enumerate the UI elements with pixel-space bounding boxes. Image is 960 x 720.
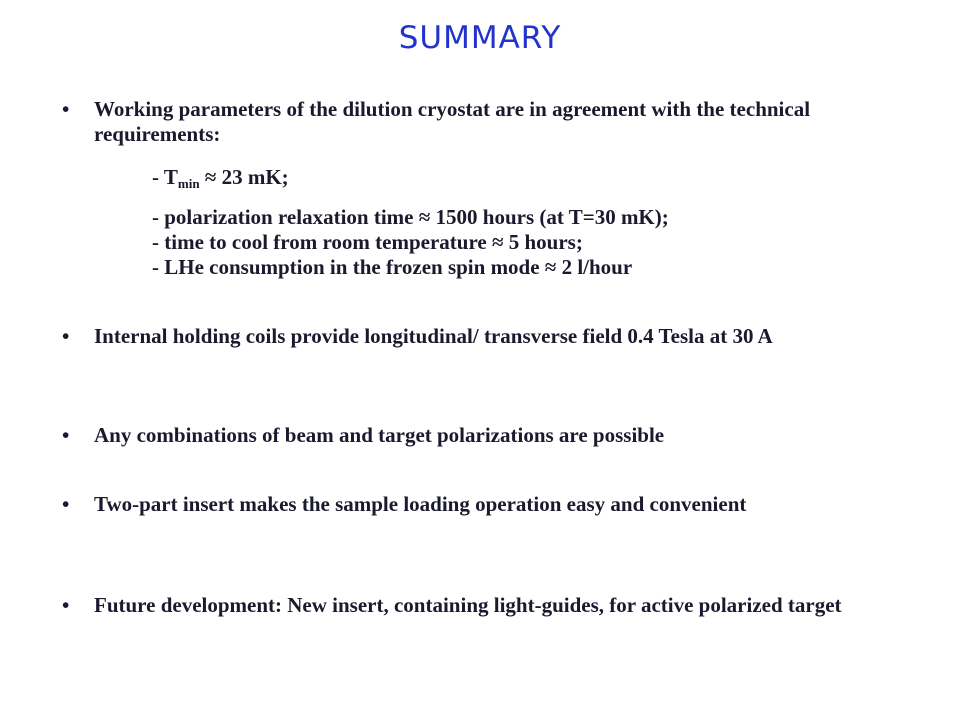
bullet-future-development xyxy=(62,593,912,618)
sub-item-tmin xyxy=(152,165,932,196)
sub-item-lhe: - LHe consumption in the frozen spin mode ≈ 2 l/hour xyxy=(152,255,633,279)
tmin-subscript: min xyxy=(177,176,200,191)
sub-item-relaxation: - polarization relaxation time ≈ 1500 hours (at T=30 mK); xyxy=(152,205,669,229)
sub-item-cooldown: - time to cool from room temperature ≈ 5 hours; xyxy=(152,230,583,254)
bullet-text: Future development: New insert, containing light-guides, for active polarized target xyxy=(94,593,842,617)
bullet-text: Any combinations of beam and target polarizations are possible xyxy=(94,423,665,447)
bullet-dot: • xyxy=(62,324,70,348)
bullet-dot: • xyxy=(62,97,70,121)
bullet-text: Working parameters of the dilution cryostat are in agreement with the technical requirements: xyxy=(94,97,811,146)
bullet-holding-coils xyxy=(62,324,912,349)
bullet-text: Internal holding coils provide longitudinal/ transverse field 0.4 Tesla at 30 A xyxy=(94,324,773,348)
bullet-text: Two-part insert makes the sample loading operation easy and convenient xyxy=(94,492,747,516)
tmin-prefix: - T xyxy=(152,165,178,189)
bullet-dot: • xyxy=(62,492,70,516)
bullet-dot: • xyxy=(62,593,70,617)
bullet-polarization-combinations xyxy=(62,423,912,448)
bullet-dot: • xyxy=(62,423,70,447)
bullet-working-parameters xyxy=(62,97,912,147)
slide-title: SUMMARY xyxy=(398,20,562,56)
bullet-two-part-insert xyxy=(62,492,912,517)
tmin-suffix: ≈ 23 mK; xyxy=(199,165,289,189)
